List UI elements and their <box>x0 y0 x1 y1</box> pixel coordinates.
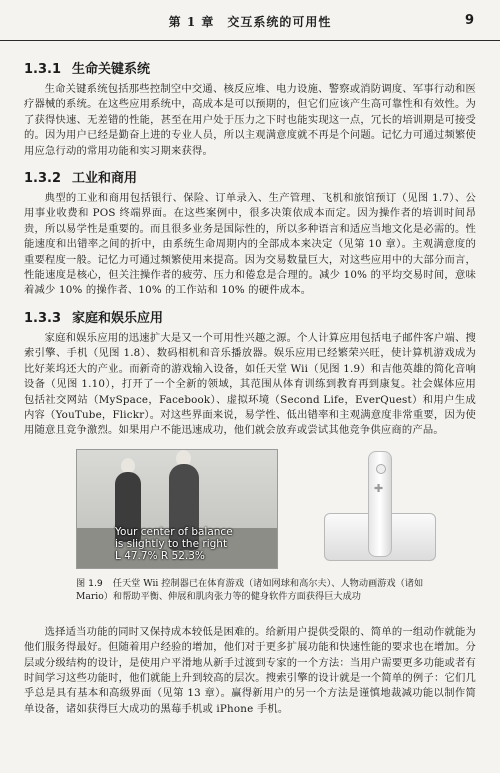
paragraph: 典型的工业和商用包括银行、保险、订单录入、生产管理、飞机和旅馆预订（见图 1.7）、公用事业收费和 POS 终端界面。在这些案例中，很多决策依成本而定。因为操作者的培训时间昂贵，所以易学性是重要的。而且很多业务是国际性的，所以多种语言和适应当地文化是必需的。性能速度和出错率之间的折中，由系统生命周期内的全部成本来决定（见第 10 章）。主观满意度的重要程度一般。记忆力可通过频繁使用来提高。因为交易数量巨大，对这些应用中的大部分而言，性能速度是核心，但关注操作者的疲劳、压力和倦怠是合理的。减少 10% 的平均交易时间，意味着减少 10% 的操作者、10% 的工作站和 10% 的硬件成本。 <box>24 192 476 297</box>
overlay-line: Your center of balance <box>115 525 233 538</box>
dpad-icon: ✚ <box>374 481 384 495</box>
paragraph: 家庭和娱乐应用的迅速扩大是又一个可用性兴趣之源。个人计算应用包括电子邮件客户端、搜索引擎、手机（见图 1.8）、数码相机和音乐播放器。娱乐应用已经繁荣兴旺，使计算机游戏成为比好莱坞还大的产业。而新奇的游戏输入设备，如任天堂 Wii（见图 1.9）和吉他英雄的简化音响设备（见图 1.10），打开了一个全新的领域，其范围从体育训练到教育再到康复。社会媒体应用包括社交网站（MySpace，Facebook）、虚拟环境（Second Life，EverQuest）和用户生成内容（YouTube，Flickr）。对这些界面来说，易学性、低出错率和主观满意度非常重要，因为使用随意且竞争激烈。如果用户不能迅速成功，他们就会放弃或尝试其他竞争供应商的产品。 <box>24 331 476 437</box>
section-title: 工业和商用 <box>72 171 138 187</box>
figure-caption <box>76 577 446 603</box>
section-number: 1.3.1 <box>24 62 62 77</box>
chapter-title: 第 1 章 交互系统的可用性 <box>168 15 332 29</box>
section-title: 家庭和娱乐应用 <box>72 310 164 326</box>
figure-label: 图 1.9 <box>76 577 103 589</box>
wii-fit-photo <box>76 449 278 569</box>
wii-controller-photo <box>324 451 434 567</box>
page-number: 9 <box>464 13 474 28</box>
section-number: 1.3.2 <box>24 171 62 187</box>
overlay-line: is slightly to the right <box>115 537 228 550</box>
paragraph: 生命关键系统包括那些控制空中交通、核反应堆、电力设施、警察或消防调度、军事行动和医疗器械的系统。在这些应用系统中，高成本是可以预期的，但它们应该产生高可靠性和有效性。为了获得快速、无差错的性能，甚至在用户处于压力之下时也能实现这一点，冗长的培训期是可接受的。因为用户已经是勤奋上进的专业人员，所以主观满意度就不再是个问题。记忆力可通过频繁使用应急行动的常用功能和实习期来获得。 <box>24 83 476 157</box>
figure-caption-text: 任天堂 Wii 控制器已在体育游戏（诸如网球和高尔夫）、人物动画游戏（诸如 Mario）和帮助平衡、伸展和肌肉张力等的健身软件方面获得巨大成功 <box>76 577 424 602</box>
overlay-line: L 47.7% R 52.3% <box>115 549 205 562</box>
figure-1-9 <box>24 445 476 625</box>
section-heading <box>24 307 476 325</box>
section-heading <box>24 58 476 76</box>
wii-remote-icon <box>368 451 392 557</box>
section-heading <box>24 167 476 185</box>
balance-overlay-text <box>77 526 277 562</box>
running-header <box>0 0 500 41</box>
power-button-icon <box>376 464 386 474</box>
section-title: 生命关键系统 <box>72 62 151 77</box>
section-number: 1.3.3 <box>24 310 62 326</box>
paragraph: 选择适当功能的同时又保持成本较低是困难的。给新用户提供受限的、简单的一组动作就能为他们服务得最好。但随着用户经验的增加，他们对于更多扩展功能和快速性能的要求也在增加。分层或分级结构的设计，是使用户平滑地从新手过渡到专家的一个方法：当用户需要更多功能或者有时间学习这些功能时，他们就能上升到较高的层次。搜索引擎的设计就是一个简单的例子：它们几乎总是具有基本和高级界面（见第 13 章）。赢得新用户的另一个方法是谨慎地裁减功能以制作简单设备，诸如获得巨大成功的黑莓手机或 iPhone 手机。 <box>24 625 476 715</box>
page-content <box>24 58 476 717</box>
